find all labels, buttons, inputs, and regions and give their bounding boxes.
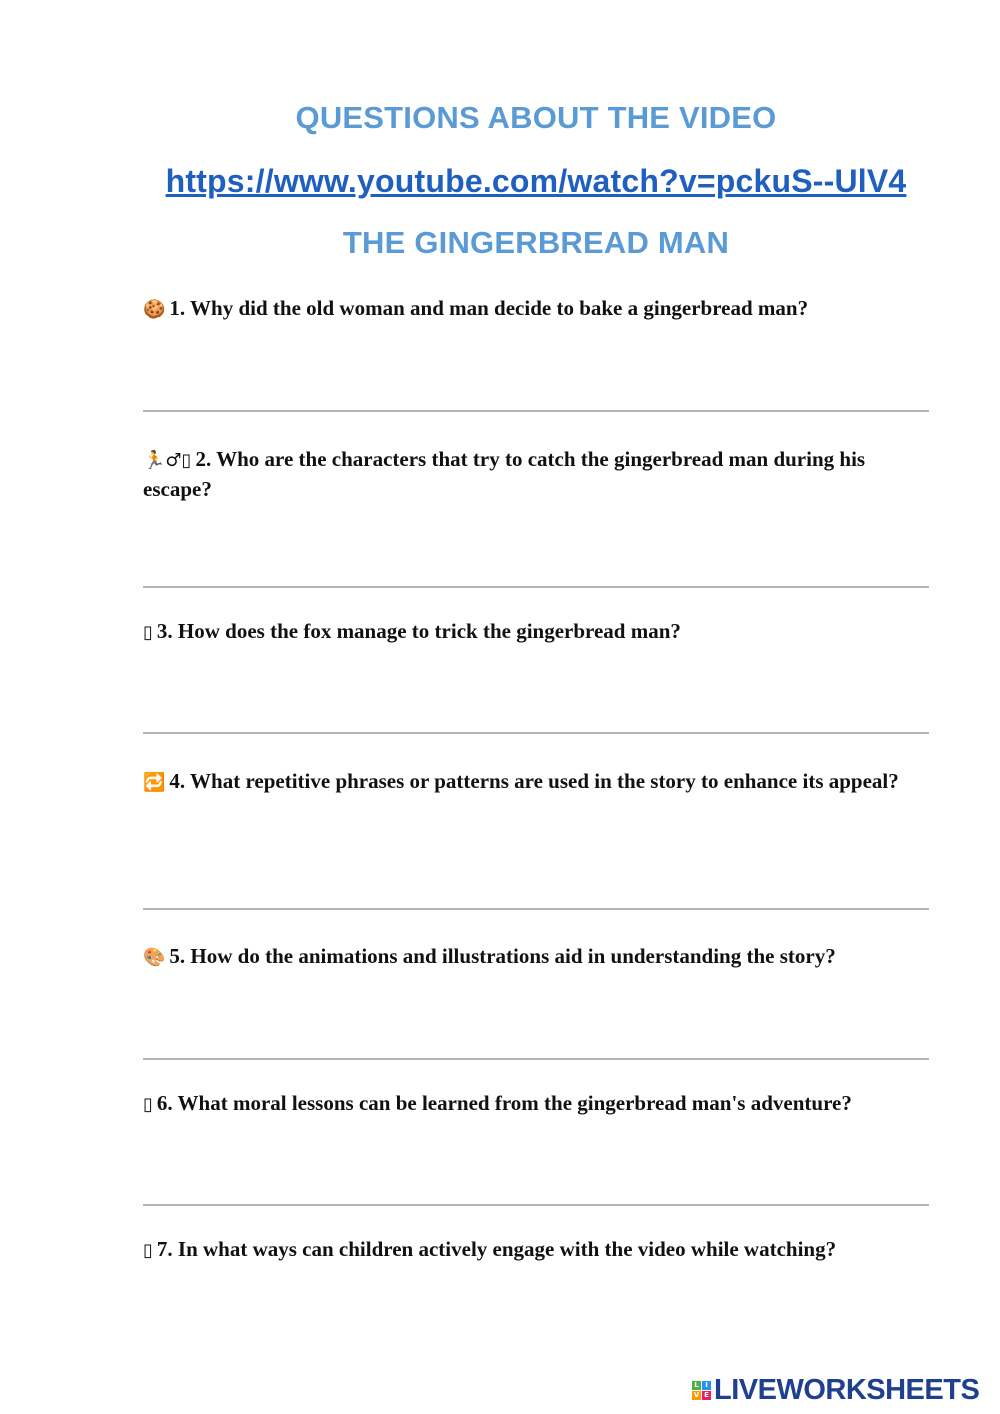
answer-field-3[interactable]: [143, 732, 929, 734]
palette-icon: 🎨: [143, 947, 166, 968]
page-title: QUESTIONS ABOUT THE VIDEO: [295, 100, 777, 135]
question-6: [143, 1089, 943, 1119]
cookie-icon: 🍪: [143, 299, 166, 320]
repeat-icon: 🔁: [143, 772, 166, 793]
answer-field-6[interactable]: [143, 1204, 929, 1206]
answer-field-1[interactable]: [143, 410, 929, 412]
question-7: [143, 1235, 923, 1265]
logo-letter-v: V: [693, 1390, 700, 1399]
question-text: 5. How do the animations and illustrations aid in understanding the story?: [169, 944, 836, 968]
logo-letter-e: E: [702, 1391, 711, 1400]
missing-glyph-icon: ▯: [143, 622, 153, 643]
missing-glyph-icon: ▯: [143, 1094, 153, 1115]
missing-glyph-icon: ▯: [143, 1240, 153, 1261]
liveworksheets-logo: [692, 1374, 979, 1406]
brand-name: LIVEWORKSHEETS: [714, 1373, 980, 1406]
question-3: [143, 617, 923, 647]
page-subtitle: THE GINGERBREAD MAN: [342, 225, 730, 260]
logo-letter-i: I: [702, 1381, 711, 1390]
question-text: 2. Who are the characters that try to catch the gingerbread man during his escape?: [143, 447, 866, 501]
question-text: 6. What moral lessons can be learned from the gingerbread man's adventure?: [156, 1091, 852, 1115]
question-text: 4. What repetitive phrases or patterns are used in the story to enhance its appeal?: [169, 769, 899, 793]
logo-letter-l: L: [692, 1381, 701, 1390]
video-link[interactable]: https://www.youtube.com/watch?v=pckuS--UlV4: [165, 163, 907, 199]
question-text: 1. Why did the old woman and man decide to bake a gingerbread man?: [169, 296, 809, 320]
running-man-icon: 🏃♂▯: [143, 450, 192, 471]
answer-field-4[interactable]: [143, 908, 929, 910]
answer-field-2[interactable]: [143, 586, 929, 588]
question-4: [143, 767, 923, 797]
question-2: [143, 445, 923, 503]
question-text: 3. How does the fox manage to trick the gingerbread man?: [156, 619, 681, 643]
question-5: [143, 942, 923, 972]
question-1: [143, 294, 923, 324]
liveworksheets-logo-mark: [692, 1381, 711, 1400]
question-text: 7. In what ways can children actively engage with the video while watching?: [156, 1237, 837, 1261]
answer-field-5[interactable]: [143, 1058, 929, 1060]
